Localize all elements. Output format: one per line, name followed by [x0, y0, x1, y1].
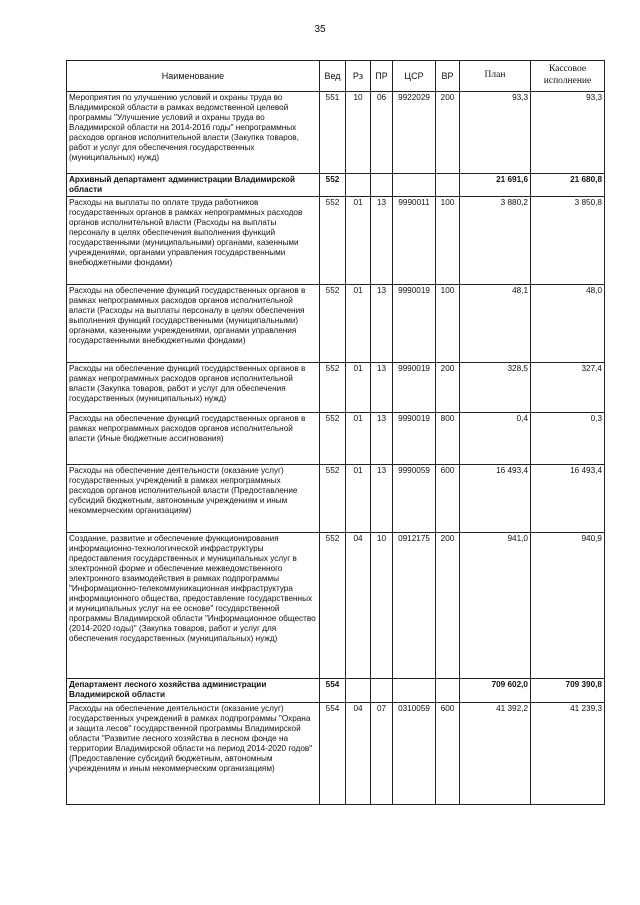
row-plan: 328,5 [460, 363, 531, 413]
row-ved: 552 [320, 197, 346, 285]
row-cash: 3 850,8 [531, 197, 605, 285]
row-vr: 600 [436, 465, 460, 533]
row-csr: 9990011 [393, 197, 436, 285]
table-row [67, 533, 605, 679]
row-plan: 3 880,2 [460, 197, 531, 285]
row-csr [393, 679, 436, 703]
row-name: Департамент лесного хозяйства администрации Владимирской области [67, 679, 320, 703]
row-csr: 0310059 [393, 703, 436, 805]
row-cash: 41 239,3 [531, 703, 605, 805]
row-cash: 709 390,8 [531, 679, 605, 703]
header-ved: Вед [320, 61, 346, 92]
row-vr: 100 [436, 197, 460, 285]
row-plan: 709 602,0 [460, 679, 531, 703]
row-pr [371, 174, 393, 197]
table-row-department [67, 679, 605, 703]
row-name: Мероприятия по улучшению условий и охраны труда во Владимирской области в рамках ведомственной целевой программы "Улучшение условий и охраны труда во Владимирской области на 2014-2016 годы" непрограммных расходов органов исполнительной власти (Закупка товаров, работ и услуг для обеспечения государственных (муниципальных) нужд) [67, 92, 320, 174]
row-vr [436, 174, 460, 197]
row-plan: 16 493,4 [460, 465, 531, 533]
row-vr [436, 679, 460, 703]
row-name: Расходы на выплаты по оплате труда работников государственных органов в рамках непрограммных расходов органов исполнительной власти (Расходы на выплаты персоналу в целях обеспечения выполнения функций государственными (муниципальными) органами, казенными учреждениями, органами управления государственными внебюджетными фондами) [67, 197, 320, 285]
row-plan: 21 691,6 [460, 174, 531, 197]
table-header-row [67, 61, 605, 92]
row-ved: 552 [320, 174, 346, 197]
row-csr: 9922029 [393, 92, 436, 174]
row-rz: 01 [346, 197, 371, 285]
row-rz [346, 174, 371, 197]
header-pr: ПР [371, 61, 393, 92]
row-ved: 552 [320, 363, 346, 413]
row-plan: 48,1 [460, 285, 531, 363]
row-cash: 16 493,4 [531, 465, 605, 533]
row-ved: 552 [320, 413, 346, 465]
row-plan: 941,0 [460, 533, 531, 679]
row-csr: 9990019 [393, 413, 436, 465]
row-rz: 04 [346, 533, 371, 679]
table-row [67, 285, 605, 363]
row-rz: 10 [346, 92, 371, 174]
row-name: Расходы на обеспечение деятельности (оказание услуг) государственных учреждений в рамках непрограммных расходов органов исполнительной власти (Предоставление субсидий бюджетным, автономным учреждениям и иным некоммерческим организациям) [67, 465, 320, 533]
row-ved: 551 [320, 92, 346, 174]
row-rz [346, 679, 371, 703]
row-csr: 9990059 [393, 465, 436, 533]
row-name: Расходы на обеспечение функций государственных органов в рамках непрограммных расходов органов исполнительной власти (Иные бюджетные ассигнования) [67, 413, 320, 465]
table-row [67, 413, 605, 465]
row-cash: 93,3 [531, 92, 605, 174]
row-pr: 13 [371, 285, 393, 363]
row-pr [371, 679, 393, 703]
row-cash: 327,4 [531, 363, 605, 413]
row-cash: 0,3 [531, 413, 605, 465]
row-plan: 0,4 [460, 413, 531, 465]
row-rz: 01 [346, 413, 371, 465]
budget-table [66, 60, 605, 805]
row-csr: 0912175 [393, 533, 436, 679]
row-csr: 9990019 [393, 285, 436, 363]
row-pr: 06 [371, 92, 393, 174]
row-rz: 01 [346, 285, 371, 363]
header-plan: План [460, 61, 531, 92]
row-name: Расходы на обеспечение функций государственных органов в рамках непрограммных расходов органов исполнительной власти (Расходы на выплаты персоналу в целях обеспечения выполнения функций государственными (муниципальными) органами, казенными учреждениями, органами управления государственными внебюджетными фондами) [67, 285, 320, 363]
table-row-department [67, 174, 605, 197]
row-rz: 01 [346, 465, 371, 533]
row-vr: 200 [436, 92, 460, 174]
row-pr: 13 [371, 465, 393, 533]
row-cash: 940,9 [531, 533, 605, 679]
header-vr: ВР [436, 61, 460, 92]
table-row [67, 363, 605, 413]
row-cash: 21 680,8 [531, 174, 605, 197]
row-rz: 01 [346, 363, 371, 413]
row-ved: 552 [320, 533, 346, 679]
table-row [67, 465, 605, 533]
row-pr: 13 [371, 363, 393, 413]
row-ved: 552 [320, 285, 346, 363]
page-number: 35 [314, 24, 326, 35]
table-row [67, 92, 605, 174]
row-vr: 100 [436, 285, 460, 363]
row-vr: 200 [436, 363, 460, 413]
row-plan: 41 392,2 [460, 703, 531, 805]
row-csr: 9990019 [393, 363, 436, 413]
table-row [67, 703, 605, 805]
row-pr: 13 [371, 413, 393, 465]
row-name: Архивный департамент администрации Владимирской области [67, 174, 320, 197]
row-name: Расходы на обеспечение функций государственных органов в рамках непрограммных расходов органов исполнительной власти (Закупка товаров, работ и услуг для обеспечения государственных (муниципальных) нужд) [67, 363, 320, 413]
header-csr: ЦСР [393, 61, 436, 92]
row-vr: 600 [436, 703, 460, 805]
row-rz: 04 [346, 703, 371, 805]
header-rz: Рз [346, 61, 371, 92]
row-ved: 554 [320, 679, 346, 703]
row-pr: 13 [371, 197, 393, 285]
row-plan: 93,3 [460, 92, 531, 174]
row-ved: 552 [320, 465, 346, 533]
row-pr: 10 [371, 533, 393, 679]
row-csr [393, 174, 436, 197]
row-ved: 554 [320, 703, 346, 805]
row-vr: 800 [436, 413, 460, 465]
header-cash: Кассовое исполнение [531, 61, 605, 92]
header-name: Наименование [67, 61, 320, 92]
row-pr: 07 [371, 703, 393, 805]
row-name: Создание, развитие и обеспечение функционирования информационно-технологической инфраструктуры предоставления государственных и муниципальных услуг в электронной форме и обеспечение межведомственного электронного взаимодействия в рамках подпрограммы "Информационно-телекоммуникационная инфраструктура информационного общества, предоставление государственных и муниципальных услуг на ее основе" государственной программы Владимирской области "Информационное общество (2014-2020 годы)" (Закупка товаров, работ и услуг для обеспечения государственных (муниципальных) нужд) [67, 533, 320, 679]
table-row [67, 197, 605, 285]
row-vr: 200 [436, 533, 460, 679]
row-name: Расходы на обеспечение деятельности (оказание услуг) государственных учреждений в рамках подпрограммы "Охрана и защита лесов" государственной программы Владимирской области "Развитие лесного хозяйства в лесном фонде на территории Владимирской области на период 2014-2020 годов" (Предоставление субсидий бюджетным, автономным учреждениям и иным некоммерческим организациям) [67, 703, 320, 805]
row-cash: 48,0 [531, 285, 605, 363]
